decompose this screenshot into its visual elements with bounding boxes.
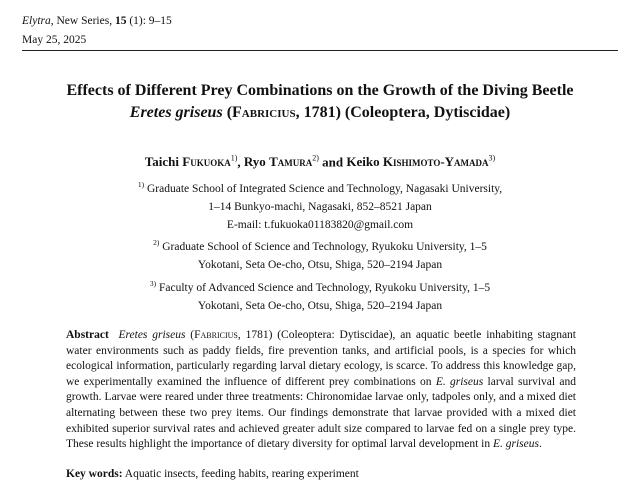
affiliation-line: 1–14 Bunkyo-machi, Nagasaki, 852–8521 Japan — [208, 201, 432, 214]
abstract-text-1: , 1781) (Coleoptera: Dytiscidae), an aquatic beetle inhabiting stagnant water environments such as paddy fields, fire prevention tanks, and artificial pools, is a species for which ecological information, particularly regarding larval dietary ecology, is scarce. To address this knowledge gap, we experimentally examined the influence of different prey combinations on — [66, 329, 576, 388]
journal-issue-pages: (1): 9–15 — [126, 15, 172, 27]
abstract-species-short-2: E. griseus — [492, 438, 539, 451]
keywords-text: Aquatic insects, feeding habits, rearing experiment — [122, 468, 359, 480]
title-authority-year: , 1781) (Coleoptera, Dytiscidae) — [295, 104, 511, 121]
abstract-end: . — [538, 438, 542, 451]
journal-citation — [22, 14, 172, 28]
affiliation-text: Graduate School of Integrated Science and Technology, Nagasaki University, — [144, 182, 503, 195]
title-paren: ( — [222, 104, 233, 121]
journal-name: Elytra — [22, 15, 51, 27]
affiliation-line — [20, 234, 620, 256]
abstract-paragraph — [66, 328, 576, 453]
abstract-paren: ( — [185, 329, 195, 341]
author-affiliation-mark: 1) — [230, 154, 238, 163]
title-line-2 — [20, 102, 620, 124]
paper-title — [20, 80, 620, 124]
author-given-name: Keiko — [346, 154, 380, 170]
title-line-1: Effects of Different Prey Combinations on the Growth of the Diving Beetle — [66, 82, 574, 99]
affiliation-text: Faculty of Advanced Science and Technology, Ryukoku University, 1–5 — [156, 281, 491, 294]
affiliation-line — [20, 176, 620, 198]
affiliation-line: Yokotani, Seta Oe-cho, Otsu, Shiga, 520–2194 Japan — [197, 259, 443, 272]
journal-volume: 15 — [114, 15, 127, 27]
header-divider — [22, 50, 618, 51]
author-affiliation-mark: 2) — [312, 154, 319, 163]
author-name — [346, 154, 495, 169]
affiliation-line: Yokotani, Seta Oe-cho, Otsu, Shiga, 520–2194 Japan — [197, 299, 443, 312]
author-name — [145, 154, 238, 169]
abstract — [66, 328, 576, 453]
title-species: Eretes griseus — [129, 104, 223, 121]
author-family-name: Kishimoto-Yamada — [382, 154, 489, 170]
author-separator: , — [237, 154, 244, 170]
title-authority: Fabricius — [232, 104, 296, 121]
abstract-authority: Fabricius — [194, 329, 238, 341]
author-family-name: Fukuoka — [182, 154, 231, 170]
publication-date: May 25, 2025 — [22, 34, 87, 46]
author-given-name: Ryo — [243, 154, 266, 170]
author-list — [20, 150, 620, 171]
affiliation-mark: 1) — [137, 180, 145, 189]
abstract-species: Eretes griseus — [118, 329, 186, 341]
affiliation-line — [20, 275, 620, 297]
author-separator: and — [318, 154, 347, 170]
affiliation-mark: 2) — [153, 238, 160, 248]
author-affiliation-mark: 3) — [488, 154, 496, 163]
affiliation-list — [20, 176, 620, 315]
affiliation-text: Graduate School of Science and Technology, Ryukoku University, 1–5 — [159, 241, 487, 254]
keywords-label: Key words: — [66, 468, 123, 480]
keywords — [66, 467, 576, 483]
author-family-name: Tamura — [269, 154, 313, 170]
abstract-label: Abstract — [66, 329, 109, 341]
author-email: E-mail: t.fukuoka01183820@gmail.com — [226, 219, 414, 232]
abstract-text-2: larval survival and growth. Larvae were reared under three treatments: Chironomidae larvae only, tadpoles only, and a mixed diet alternating between these two prey items. Our findings demonstrate that larvae provided with a mixed diet exhibited superior survival rates and achieved greater adult size compared to larvae fed on a single prey type. These results highlight the importance of dietary diversity for optimal larval development in — [66, 375, 576, 451]
author-given-name: Taichi — [144, 154, 179, 170]
affiliation-mark: 3) — [149, 278, 157, 288]
abstract-species-short: E. griseus — [435, 375, 484, 388]
author-name — [244, 154, 319, 169]
journal-series: , New Series, — [50, 15, 115, 27]
